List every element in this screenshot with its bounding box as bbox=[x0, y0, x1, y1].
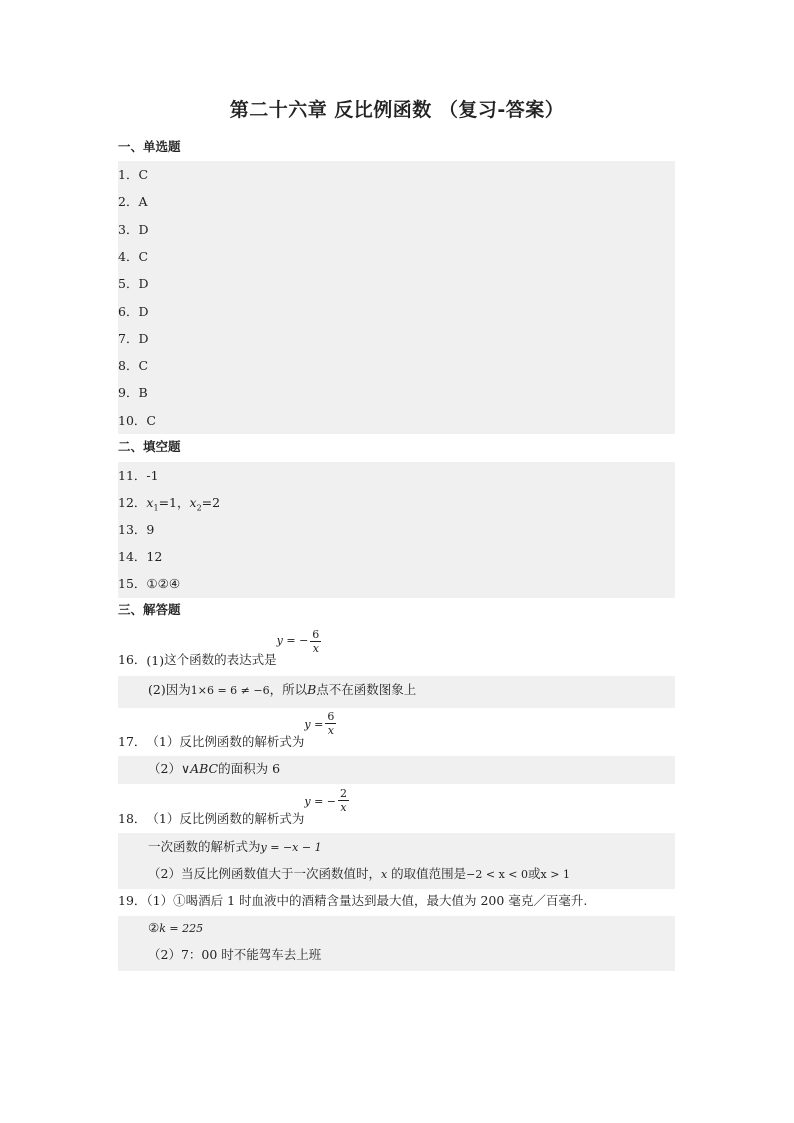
answer-row-4 bbox=[118, 243, 675, 270]
formula: y = −x − 1 bbox=[260, 841, 322, 854]
question-number: 1． bbox=[118, 167, 139, 182]
fraction bbox=[325, 710, 336, 737]
section-heading-single-choice: 一、单选题 bbox=[118, 139, 181, 154]
triangle-label: ∨ABC bbox=[180, 761, 219, 776]
answer-row-18-part1b bbox=[118, 833, 675, 860]
answer-text: 一次函数的解析式为 bbox=[148, 839, 261, 854]
answer-text: （1）①喝酒后 1 时血液中的酒精含量达到最大值，最大值为 200 毫克／百毫升. bbox=[146, 893, 588, 908]
answer-text: 因为 bbox=[165, 682, 191, 697]
question-number: 4． bbox=[118, 248, 139, 264]
question-number: 19． bbox=[118, 893, 147, 908]
answer-letter: C bbox=[138, 248, 149, 264]
answer-row-17-part1 bbox=[118, 710, 675, 754]
formula-range: x > 1 bbox=[540, 868, 570, 881]
circled-number: ② bbox=[148, 920, 160, 935]
answer-letter: D bbox=[138, 303, 149, 319]
answer-row-1 bbox=[118, 161, 675, 188]
question-number: 17． bbox=[118, 734, 147, 749]
answer-letter: D bbox=[138, 221, 149, 237]
answer-text: 点不在函数图象上 bbox=[316, 682, 417, 697]
answer-row-18-part1 bbox=[118, 787, 675, 831]
formula-lhs: y = − bbox=[276, 634, 309, 647]
question-number: 8． bbox=[118, 358, 139, 374]
question-number: 7． bbox=[118, 330, 139, 346]
answer-text: 或 bbox=[528, 866, 541, 881]
question-number: 13． bbox=[118, 522, 147, 537]
answer-text: ①②④ bbox=[146, 576, 181, 591]
question-number: 18． bbox=[118, 811, 147, 826]
answer-row-19-part1b bbox=[118, 914, 675, 941]
answer-row-10 bbox=[118, 407, 675, 434]
answer-text: （1）反比例函数的解析式为 bbox=[146, 811, 305, 826]
variable-x1: x bbox=[146, 495, 154, 510]
formula: 1×6 = 6 ≠ −6 bbox=[190, 684, 270, 697]
answer-row-11 bbox=[118, 462, 675, 489]
answer-row-17-part2 bbox=[118, 756, 675, 782]
question-number: 15． bbox=[118, 576, 147, 591]
answer-text: 这个函数的表达式是 bbox=[164, 652, 277, 667]
answer-row-6 bbox=[118, 298, 675, 325]
answer-text: -1 bbox=[146, 468, 159, 483]
answer-letter: B bbox=[138, 385, 148, 401]
answer-row-19-part1 bbox=[118, 887, 675, 914]
formula: k = 225 bbox=[159, 922, 204, 935]
answer-row-3 bbox=[118, 216, 675, 243]
answer-row-9 bbox=[118, 379, 675, 406]
answer-row-18-part2 bbox=[118, 860, 675, 887]
answer-letter: C bbox=[138, 167, 149, 182]
answer-row-19-part2 bbox=[118, 941, 675, 968]
answer-row-8 bbox=[118, 352, 675, 379]
point-label: B bbox=[307, 682, 317, 697]
fraction bbox=[310, 628, 321, 655]
subscript-1: 1 bbox=[153, 503, 159, 513]
answer-text: （1）反比例函数的解析式为 bbox=[146, 734, 305, 749]
question-number: 3． bbox=[118, 221, 139, 237]
part-tag: (2) bbox=[148, 682, 166, 697]
section-heading-solution: 三、解答题 bbox=[118, 602, 181, 617]
answer-letter: C bbox=[146, 412, 156, 428]
answer-row-12 bbox=[118, 489, 675, 516]
answer-row-14 bbox=[118, 543, 675, 570]
variable-x: x bbox=[380, 868, 388, 881]
answer-letter: D bbox=[138, 330, 149, 346]
answer-text: ，所以 bbox=[269, 682, 308, 697]
answer-row-16-part2 bbox=[118, 676, 675, 704]
question-number: 10． bbox=[118, 412, 147, 428]
variable-x2: x bbox=[189, 495, 197, 510]
answer-letter: C bbox=[138, 358, 149, 374]
answer-text: 9 bbox=[146, 522, 155, 537]
answer-row-16-part1 bbox=[118, 628, 675, 672]
formula-lhs: y = bbox=[304, 718, 324, 731]
part-tag: (1) bbox=[146, 653, 165, 668]
answer-row-2 bbox=[118, 188, 675, 215]
value-2: =2 bbox=[201, 495, 221, 510]
answer-text: 的取值范围是 bbox=[387, 866, 467, 881]
question-number: 9． bbox=[118, 385, 139, 401]
answer-text: 12 bbox=[146, 549, 163, 564]
part-tag: （2） bbox=[148, 761, 181, 776]
denominator: x bbox=[340, 801, 347, 814]
question-number: 11． bbox=[118, 468, 147, 483]
numerator: 2 bbox=[340, 787, 348, 800]
formula-lhs: y = − bbox=[304, 795, 337, 808]
page-title: 第二十六章 反比例函数 （复习-答案） bbox=[229, 99, 565, 121]
answer-letter: D bbox=[138, 276, 149, 292]
subscript-2: 2 bbox=[196, 503, 202, 513]
question-number: 14． bbox=[118, 549, 147, 564]
answer-row-13 bbox=[118, 516, 675, 543]
value-1: =1， bbox=[158, 495, 190, 510]
fraction bbox=[338, 787, 349, 814]
question-number: 6． bbox=[118, 303, 139, 319]
numerator: 6 bbox=[312, 628, 320, 641]
question-number: 12． bbox=[118, 495, 147, 510]
section-heading-fill-blank: 二、填空题 bbox=[118, 439, 181, 454]
answer-text: （2）7：00 时不能驾车去上班 bbox=[148, 947, 322, 962]
formula-range: −2 < x < 0 bbox=[466, 868, 529, 881]
answer-text: （2）当反比例函数值大于一次函数值时， bbox=[148, 866, 381, 881]
question-number: 2． bbox=[118, 194, 139, 210]
denominator: x bbox=[312, 642, 319, 655]
answer-row-15 bbox=[118, 570, 675, 597]
answer-row-5 bbox=[118, 270, 675, 297]
answer-letter: A bbox=[138, 194, 148, 210]
answer-row-7 bbox=[118, 325, 675, 352]
question-number: 16． bbox=[118, 652, 147, 667]
answer-text: 的面积为 6 bbox=[218, 761, 281, 776]
numerator: 6 bbox=[327, 710, 335, 723]
question-number: 5． bbox=[118, 276, 139, 292]
denominator: x bbox=[327, 724, 334, 737]
